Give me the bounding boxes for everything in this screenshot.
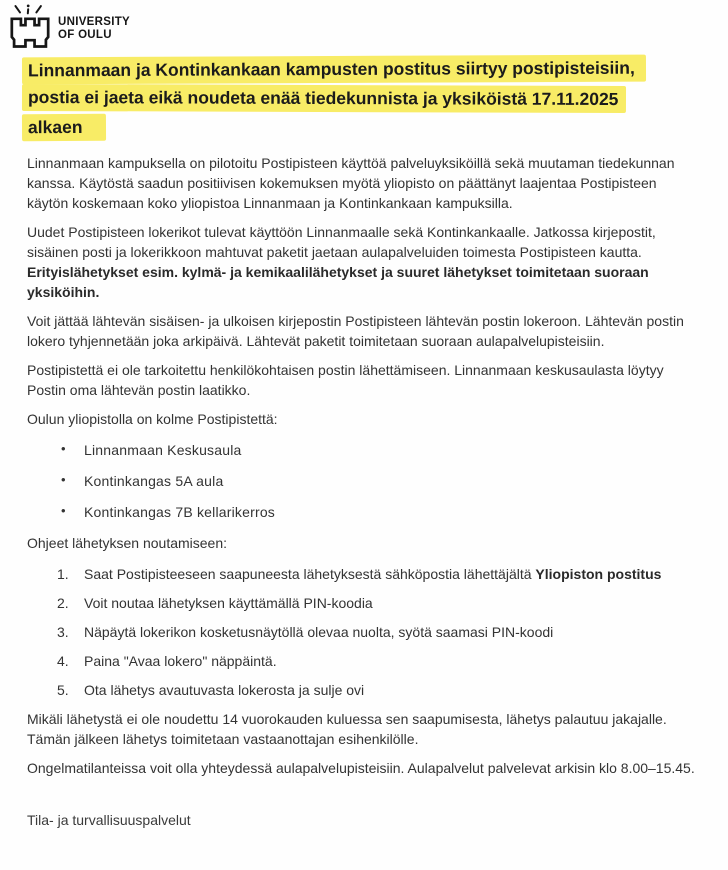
title-line [22, 85, 701, 114]
document-body [0, 56, 728, 830]
instruction-text: Paina "Avaa lokero" näppäintä. [84, 653, 277, 669]
instruction-list-item [27, 593, 701, 613]
bullet-icon: • [61, 472, 66, 487]
title-highlight: alkaen [22, 114, 107, 142]
instruction-list-item [27, 651, 701, 671]
instruction-list-item [27, 680, 701, 700]
instruction-text: Ota lähetys avautuvasta lokerosta ja sulje ovi [84, 682, 365, 698]
university-of-oulu-castle-icon [10, 4, 50, 50]
title-line [22, 56, 701, 85]
list-number: 5. [57, 682, 69, 698]
bullet-icon: • [61, 441, 66, 456]
logo-text [58, 17, 130, 41]
instruction-text-bold: Yliopiston postitus [535, 566, 662, 582]
paragraph-outgoing-mail: Voit jättää lähtevän sisäisen- ja ulkoisen kirjepostin Postipisteen lähtevän postin lokeroon. Lähtevän postin lokero tyhjennetään joka arkipäivä. Lähtevät paketit toimitetaan suoraan aulapalvelupisteisiin. [27, 313, 684, 349]
instruction-list-item [27, 564, 701, 584]
paragraph-problem-contact: Ongelmatilanteissa voit olla yhteydessä aulapalvelupisteisiin. Aulapalvelut palvelevat arkisin klo 8.00–15.45. [27, 760, 695, 776]
instruction-list-item [27, 622, 701, 642]
paragraph-pilot: Linnanmaan kampuksella on pilotoitu Postipisteen käyttöä palveluyksiköillä sekä muutaman tiedekunnan kanssa. Käytöstä saadun positiivisen kokemuksen myötä yliopisto on päättänyt laajentaa Postipisteen käytön koskemaan koko yliopistoa Linnanmaan ja Kontinkankaan kampuksilla. [27, 155, 675, 211]
location-list-item [27, 471, 701, 491]
paragraph-lockers-text: Uudet Postipisteen lokerikot tulevat käyttöön Linnanmaalle sekä Kontinkankaalle. Jatkossa kirjepostit, sisäinen posti ja lokerikkoon mahtuvat paketit jaetaan aulapalveluiden toimesta Postipisteen kautta. [27, 224, 656, 260]
signature: Tila- ja turvallisuuspalvelut [27, 812, 191, 828]
page-title [22, 56, 701, 143]
list-number: 1. [57, 566, 69, 582]
list-number: 4. [57, 653, 69, 669]
title-line [22, 114, 701, 143]
header [0, 0, 728, 50]
ray-right [36, 6, 41, 12]
bullet-icon: • [61, 503, 66, 518]
title-highlight: Linnanmaan ja Kontinkankaan kampusten postitus siirtyy postipisteisiin, [22, 55, 646, 85]
instruction-text: Saat Postipisteeseen saapuneesta lähetyksestä sähköpostia lähettäjältä [84, 566, 536, 582]
location-list-item [27, 440, 701, 460]
paragraph-lockers-bold: Erityislähetykset esim. kylmä- ja kemikaalilähetykset ja suuret lähetykset toimitetaan suoraan yksiköihin. [27, 264, 649, 300]
location-label: Linnanmaan Keskusaula [84, 442, 242, 458]
instructions-intro: Ohjeet lähetyksen noutamiseen: [27, 535, 228, 551]
logo-text-line1: UNIVERSITY [58, 16, 131, 28]
instruction-text: Voit noutaa lähetyksen käyttämällä PIN-koodia [84, 595, 373, 611]
location-list-item [27, 502, 701, 522]
instruction-text: Näpäytä lokerikon kosketusnäytöllä olevaa nuolta, syötä saamasi PIN-koodi [84, 624, 554, 640]
title-highlight: postia ei jaeta eikä noudeta enää tiedekunnista ja yksiköistä 17.11.2025 [22, 84, 627, 113]
paragraph-lockers [27, 222, 701, 302]
location-label: Kontinkangas 5A aula [84, 473, 224, 489]
locations-intro: Oulun yliopistolla on kolme Postipistettä: [27, 411, 278, 427]
list-number: 2. [57, 595, 69, 611]
logo-text-line2: OF OULU [58, 28, 112, 41]
paragraph-personal-mail: Postipistettä ei ole tarkoitettu henkilökohtaisen postin lähettämiseen. Linnanmaan keskusaulasta löytyy Postin oma lähtevän postin laatikko. [27, 362, 664, 398]
ray-left [15, 6, 20, 12]
castle-outline [12, 19, 48, 47]
list-number: 3. [57, 624, 69, 640]
ray-middle-dot [27, 5, 30, 8]
location-label: Kontinkangas 7B kellarikerros [84, 504, 276, 520]
paragraph-return-policy: Mikäli lähetystä ei ole noudettu 14 vuorokauden kuluessa sen saapumisesta, lähetys palautuu jakajalle. Tämän jälkeen lähetys toimitetaan vastaanottajan esihenkilölle. [27, 711, 667, 747]
university-of-oulu-logo [10, 4, 728, 50]
